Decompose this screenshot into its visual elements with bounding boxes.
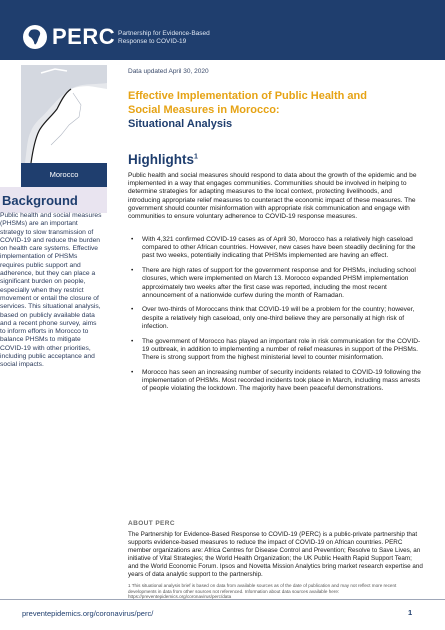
background-title — [0, 193, 107, 208]
about-text: The Partnership for Evidence-Based Response to COVID-19 (PERC) is a public-private partnership that supports evidence-based measures to reduce the impact of COVID-19 on African countries. PERC member organizations are: Africa Centres for Disease Control and Prevention; Resolve to Save Lives, an initiative of Vital Strategies; the World Health Organization; the UK Public Health Rapid Support Team; and the World Economic Forum. Ipsos and Novetta Mission Analytics bring market research expertise and years of data analytic support to the partnership. — [128, 531, 423, 578]
list-item: • The government of Morocco has played an important role in risk communication for the COVID-19 outbreak, in addition to implementing a number of relief measures in support of the PHSMs. There is strong support from the highest ministerial level to counter misinformation. — [128, 338, 424, 363]
list-item: • With 4,321 confirmed COVID-19 cases as of April 30, Morocco has a relatively high caseload compared to other African countries. However, new cases have been steadily declining for the past two weeks, potentially indicating that PHSMs implemented are having an effect. — [128, 236, 424, 261]
background-title-text: Background — [2, 193, 78, 208]
title-block — [128, 89, 428, 131]
title-line2: Social Measures in Morocco: — [128, 104, 280, 116]
perc-logo[interactable] — [22, 24, 115, 50]
list-item: • Morocco has seen an increasing number of security incidents related to COVID-19 following the implementation of PHSMs. Most recorded incidents took place in March, including mass arrests of people violating the lockdown. The majority have been peaceful demonstrations. — [128, 369, 424, 394]
logo-text: PERC — [52, 24, 116, 49]
highlights-title-text: Highlights — [128, 152, 194, 167]
tagline-line2: Response to COVID-19 — [118, 38, 187, 45]
footnote: 1 This situational analysis brief is based on data from available sources as of the date of publication and may not reflect more recent developments in data from other sources not referenced. Information about data sources available here: https://preventepidemics.org/coronavirus/perc/data — [128, 583, 397, 600]
map-icon — [21, 65, 107, 163]
tagline-line1: Partnership for Evidence-Based — [118, 30, 210, 37]
background-text: Public health and social measures (PHSMs) are an important strategy to slow transmission of COVID-19 and reduce the burden on health care systems. Effective implementation of PHSMs requires public support and adherence, but they can place a significant burden on people, especially when they restrict movement or entail the closure of services. This situational analysis, based on publicly available data and a recent phone survey, aims to inform efforts in Morocco to balance PHSMs to mitigate COVID-19 with other priorities, including public acceptance and social impacts. — [0, 212, 102, 369]
page-number: 1 — [408, 608, 413, 617]
about-section — [128, 520, 424, 578]
country-label: Morocco — [21, 163, 107, 187]
about-title: ABOUT PERC — [128, 520, 175, 527]
footnote-ref[interactable]: 1 — [194, 153, 198, 161]
highlights-list — [128, 236, 424, 400]
subtitle: Situational Analysis — [128, 118, 233, 130]
data-updated: Data updated April 30, 2020 — [128, 68, 209, 75]
intro-paragraph: Public health and social measures should respond to data about the growth of the epidemic and be implemented in a way that engages communities. Communities should be involved in helping to determine strategies for adapting measures to the local context, protecting livelihoods, and introducing appropriate relief measures to counteract the economic impact of these measures. The government should counter misinformation with appropriate risk communication and engage with communities to ensure voluntary adherence to COVID-19 response measures. — [128, 172, 417, 221]
africa-globe-icon — [22, 24, 48, 50]
footer-link[interactable]: preventepidemics.org/coronavirus/perc/ — [22, 609, 154, 618]
morocco-map — [21, 65, 107, 163]
highlights-title — [128, 152, 198, 167]
list-item: • There are high rates of support for the government response and for PHSMs, including school closures, which were implemented on March 13. Morocco expanded PHSM implementation approximately two weeks after the first case was reported, including the most recent announcement of a nationwide curfew during the month of Ramadan. — [128, 267, 424, 300]
logo-tagline — [118, 30, 238, 46]
list-item: • Over two-thirds of Moroccans think that COVID-19 will be a problem for the country; however, despite a relatively high caseload, only one-third believe they are personally at high risk of infection. — [128, 306, 424, 331]
title-line1: Effective Implementation of Public Health and — [128, 90, 367, 102]
